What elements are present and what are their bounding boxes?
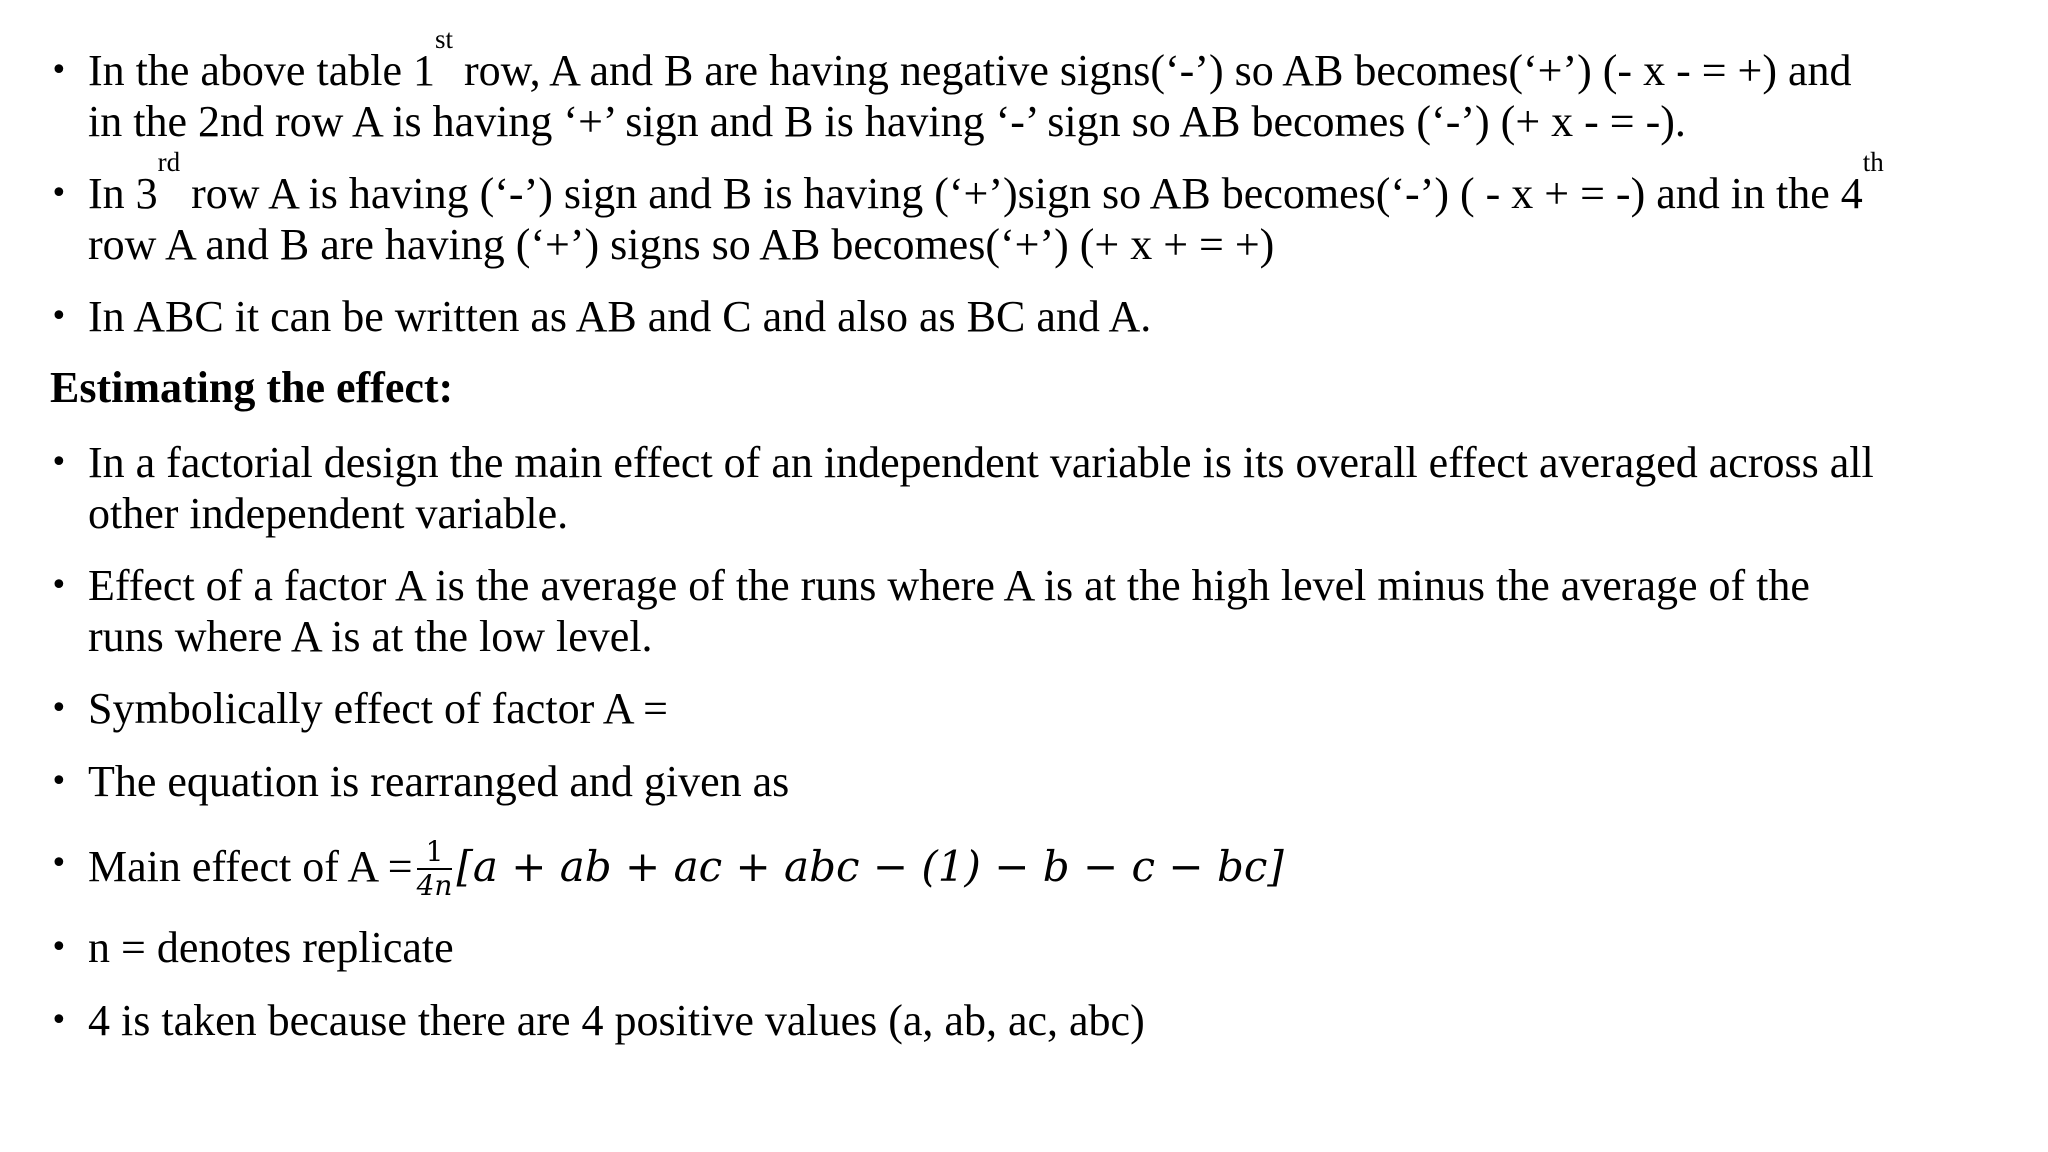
text-line: n = denotes replicate (88, 923, 454, 972)
formula-expression: [a + ab + ac + abc − (1) − b − c − bc] (456, 842, 1284, 892)
fraction-numerator: 1 (417, 836, 453, 870)
list-item (50, 756, 2030, 807)
formula-line (88, 835, 2030, 904)
text-line: In a factorial design the main effect of an independent variable is its overall effect averaged across all (88, 438, 1874, 487)
list-item (50, 922, 2030, 973)
text-line: in the 2nd row A is having ‘+’ sign and B is having ‘-’ sign so AB becomes (‘-’) (+ x - = -). (88, 97, 1686, 146)
list-item (50, 24, 2030, 147)
bullet-text (88, 147, 2030, 270)
text-line: Symbolically effect of factor A = (88, 684, 668, 733)
text-line: row A and B are having (‘+’) signs so AB becomes(‘+’) (+ x + = +) (88, 220, 1275, 269)
text-line: runs where A is at the low level. (88, 612, 653, 661)
bullet-icon: • (50, 568, 68, 603)
list-item (50, 683, 2030, 734)
text-line: The equation is rearranged and given as (88, 757, 790, 806)
bullet-icon: • (50, 930, 68, 965)
bullet-text (88, 683, 2030, 734)
text-line: 4 is taken because there are 4 positive values (a, ab, ac, abc) (88, 996, 1145, 1045)
bullet-icon: • (50, 445, 68, 480)
bullet-text (88, 437, 2030, 539)
bullet-text (88, 560, 2030, 662)
list-item (50, 291, 2030, 342)
section-heading: Estimating the effect: (50, 363, 454, 412)
bullet-icon: • (50, 846, 68, 881)
list-item (50, 560, 2030, 662)
bullet-text (88, 995, 2030, 1046)
text-line: Effect of a factor A is the average of the runs where A is at the high level minus the average of the (88, 561, 1810, 610)
bullet-text (88, 835, 2030, 904)
bullet-icon: • (50, 764, 68, 799)
bullet-icon: • (50, 691, 68, 726)
bullet-icon: • (50, 53, 68, 88)
fraction-denominator: 4n (416, 869, 453, 902)
bullet-text (88, 756, 2030, 807)
text-line: other independent variable. (88, 489, 569, 538)
list-item (50, 437, 2030, 539)
formula-prefix: Main effect of A = (88, 842, 413, 892)
list-item (50, 147, 2030, 270)
bullet-icon: • (50, 299, 68, 334)
fraction (417, 836, 453, 902)
text-line: In ABC it can be written as AB and C and also as BC and A. (88, 292, 1152, 341)
text-line: In the above table 1st row, A and B are having negative signs(‘-’) so AB becomes(‘+’) (- x - = +) and (88, 24, 1852, 95)
bullet-text (88, 922, 2030, 973)
list-item (50, 835, 2030, 904)
bullet-icon: • (50, 176, 68, 211)
bullet-text (88, 24, 2030, 147)
list-item (50, 995, 2030, 1046)
bullet-icon: • (50, 1003, 68, 1038)
text-line: In 3rd row A is having (‘-’) sign and B is having (‘+’)sign so AB becomes(‘-’) ( - x + = -) and in the 4th (88, 147, 1884, 218)
bullet-text (88, 291, 2030, 342)
